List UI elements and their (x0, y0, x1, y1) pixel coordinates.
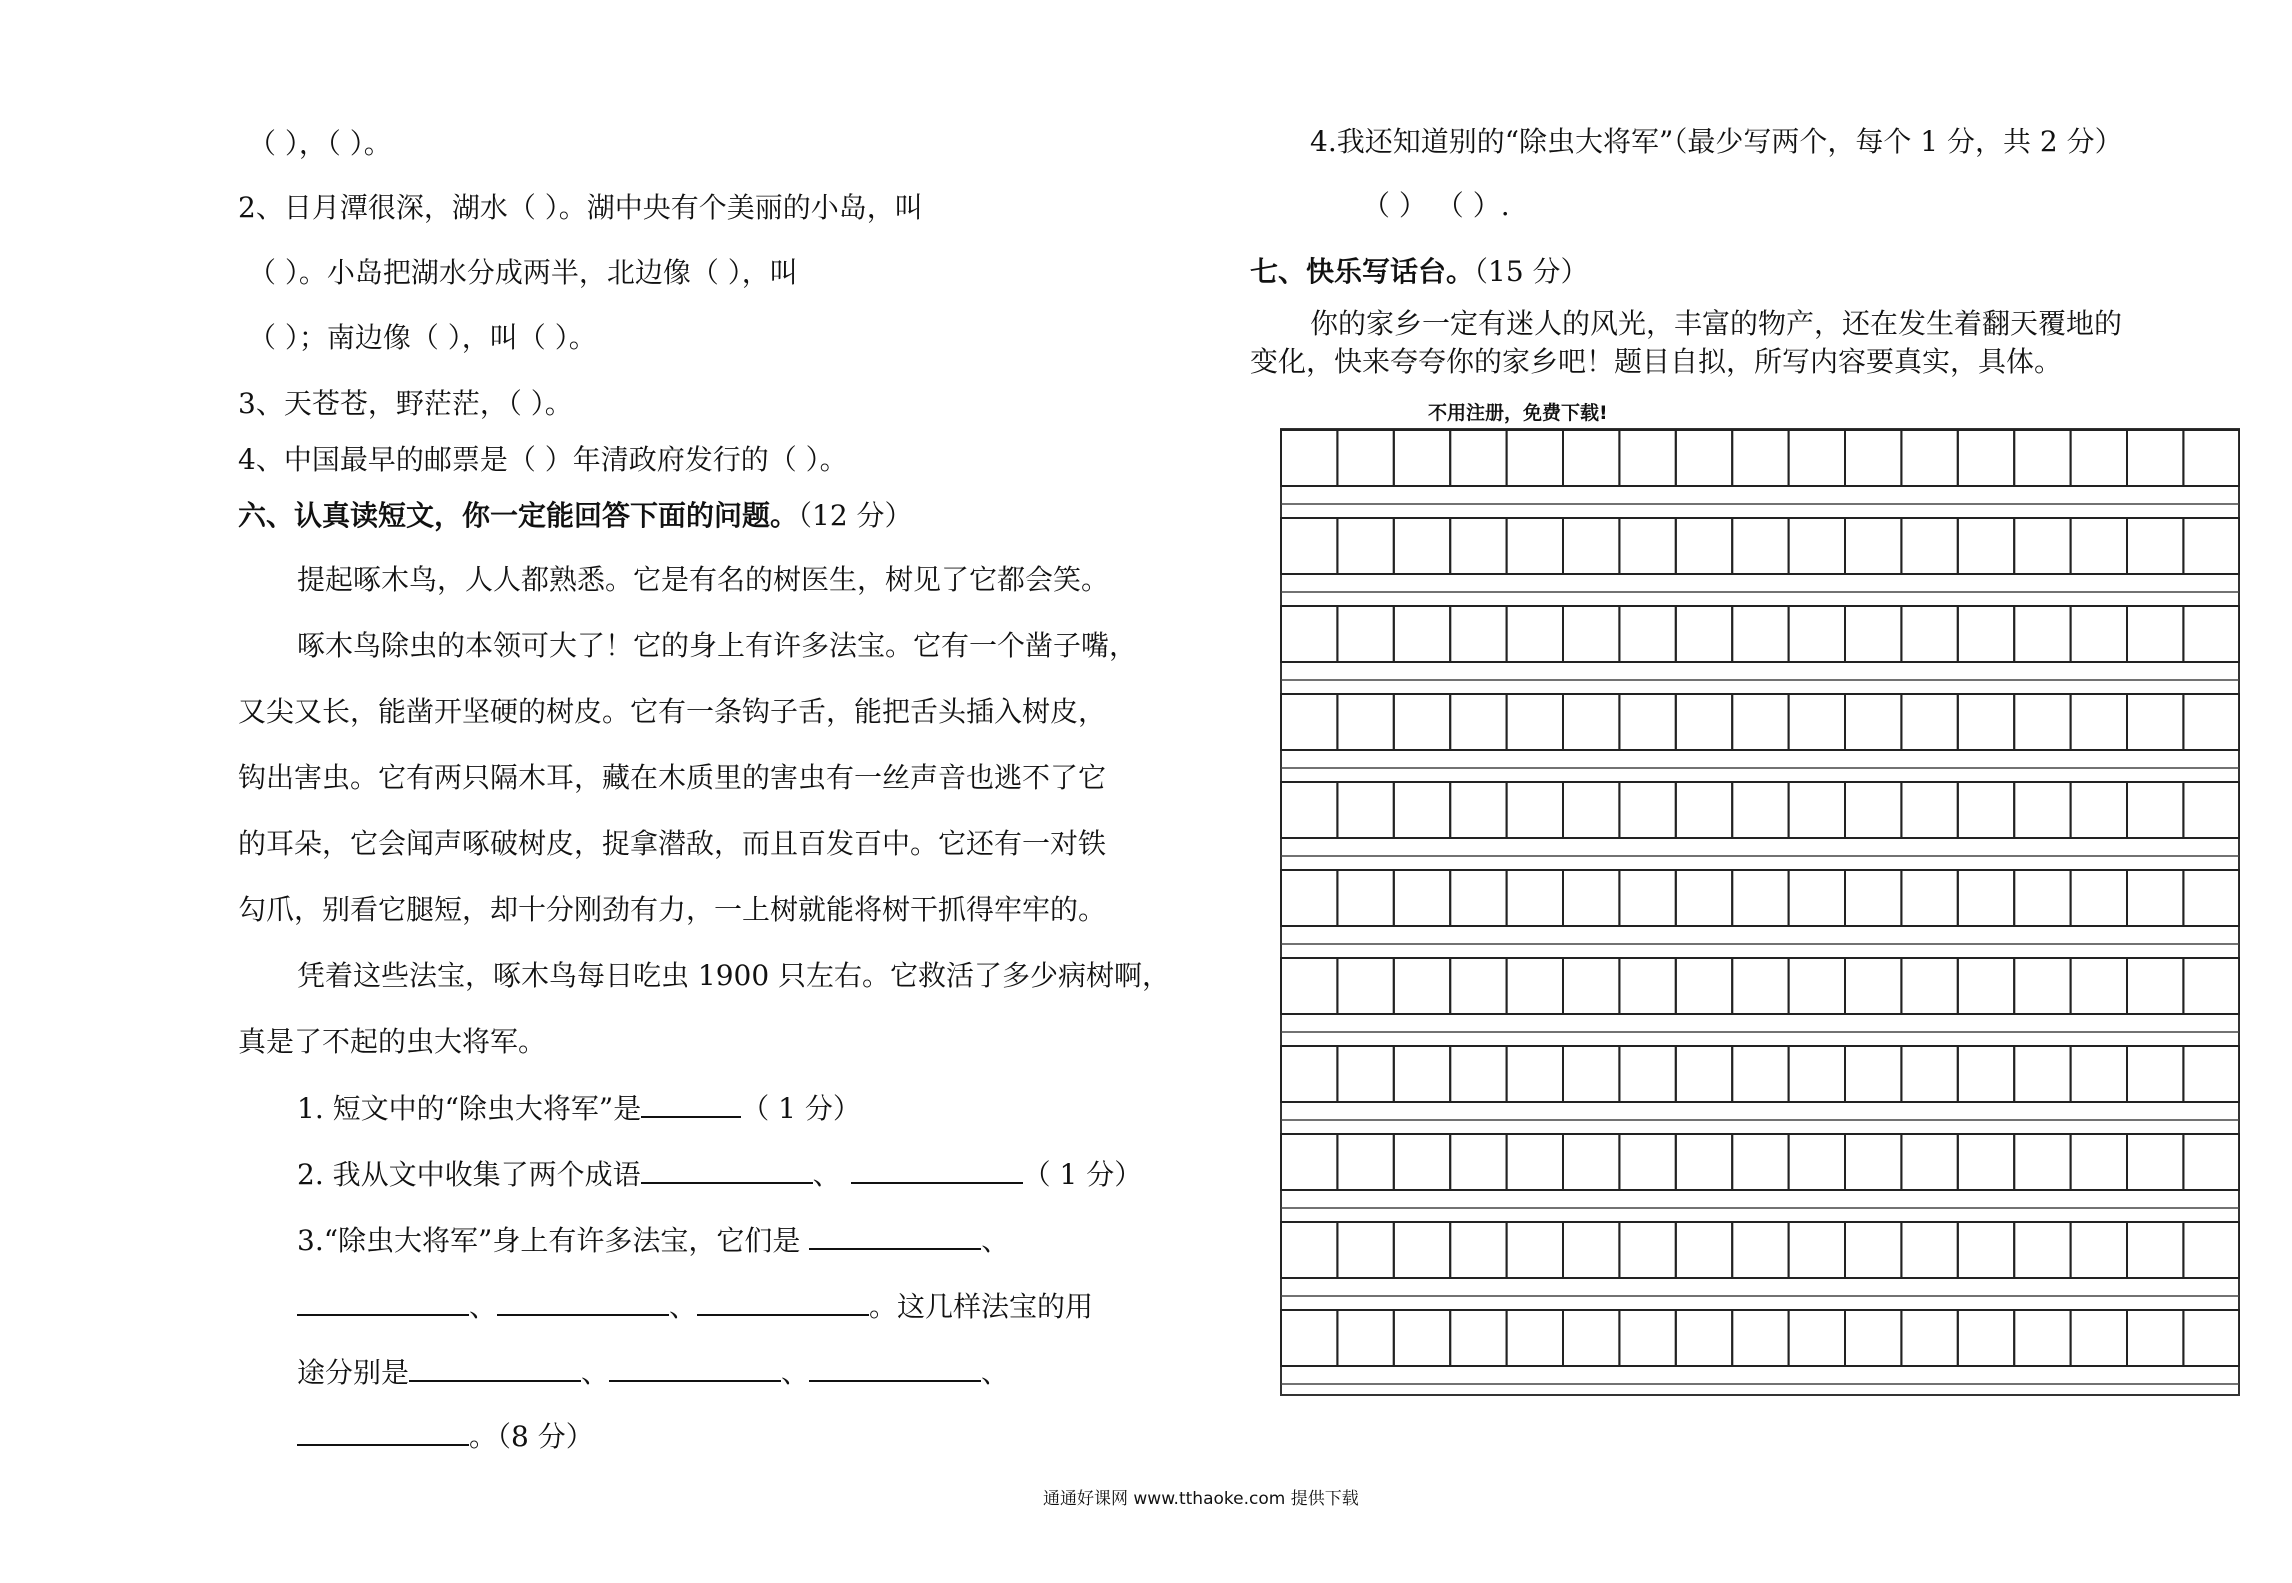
separator: 、 (781, 1356, 810, 1389)
grid-cell[interactable] (1732, 518, 1788, 574)
grid-cell[interactable] (1507, 1310, 1563, 1366)
grid-cell[interactable] (1676, 958, 1732, 1014)
grid-cell[interactable] (1732, 870, 1788, 926)
grid-cell[interactable] (1676, 1310, 1732, 1366)
grid-cell[interactable] (1619, 606, 1675, 662)
grid-cell[interactable] (1789, 1222, 1845, 1278)
grid-cell[interactable] (1450, 430, 1506, 486)
grid-cell[interactable] (1789, 958, 1845, 1014)
grid-cell[interactable] (2071, 694, 2127, 750)
grid-cell[interactable] (2183, 430, 2239, 486)
section-6-title (238, 498, 913, 534)
grid-cell[interactable] (1450, 870, 1506, 926)
grid-cell[interactable] (1901, 958, 1957, 1014)
subquestion-3-text: 3.“除虫大将军”身上有许多法宝，它们是 (297, 1224, 810, 1257)
grid-cell[interactable] (1676, 782, 1732, 838)
grid-cell[interactable] (1845, 782, 1901, 838)
grid-cell[interactable] (1507, 1222, 1563, 1278)
grid-cell[interactable] (1450, 518, 1506, 574)
grid-cell[interactable] (2127, 1134, 2183, 1190)
grid-cell[interactable] (1394, 1046, 1450, 1102)
grid-cell[interactable] (1450, 694, 1506, 750)
grid-row (1281, 958, 2240, 1032)
grid-cell[interactable] (1394, 958, 1450, 1014)
subquestion-2-points: （ 1 分） (1022, 1158, 1143, 1191)
grid-cell[interactable] (1845, 1046, 1901, 1102)
grid-cell[interactable] (1563, 518, 1619, 574)
grid-row (1281, 782, 2240, 856)
grid-cell[interactable] (2071, 1046, 2127, 1102)
q4-extra-blanks: （ ） （ ）. (1362, 189, 1510, 222)
separator: 、 (581, 1356, 610, 1389)
grid-cell[interactable] (2071, 870, 2127, 926)
grid-cell[interactable] (2071, 430, 2127, 486)
grid-cell[interactable] (2127, 870, 2183, 926)
grid-cell[interactable] (2014, 694, 2070, 750)
grid-cell[interactable] (1901, 606, 1957, 662)
section-6-points: （12 分） (798, 499, 913, 532)
subquestion-1-points: （ 1 分） (741, 1092, 861, 1125)
passage-line-4: 钩出害虫。它有两只隔木耳，藏在木质里的害虫有一丝声音也逃不了它 (238, 761, 1107, 794)
grid-cell[interactable] (2071, 782, 2127, 838)
grid-cell[interactable] (1789, 1310, 1845, 1366)
grid-cell[interactable] (2183, 870, 2239, 926)
answer-blank[interactable] (809, 1354, 981, 1382)
grid-cell[interactable] (1563, 1222, 1619, 1278)
grid-cell[interactable] (1394, 782, 1450, 838)
grid-cell[interactable] (1732, 958, 1788, 1014)
grid-cell[interactable] (2183, 694, 2239, 750)
section-7-points: （15 分） (1474, 255, 1589, 288)
grid-cell[interactable] (1337, 1222, 1393, 1278)
grid-cell[interactable] (1901, 870, 1957, 926)
grid-row (1281, 1222, 2240, 1296)
grid-row (1281, 694, 2240, 768)
grid-cell[interactable] (1676, 430, 1732, 486)
grid-cell[interactable] (1337, 518, 1393, 574)
grid-cell[interactable] (1507, 782, 1563, 838)
grid-cell[interactable] (2183, 1046, 2239, 1102)
grid-cell[interactable] (1507, 518, 1563, 574)
writing-prompt-line-1: 你的家乡一定有迷人的风光，丰富的物产，还在发生着翻天覆地的 (1310, 307, 2123, 340)
grid-cell[interactable] (2014, 958, 2070, 1014)
grid-cell[interactable] (1281, 518, 1337, 574)
grid-cell[interactable] (1450, 1310, 1506, 1366)
answer-blank[interactable] (641, 1156, 813, 1184)
grid-cell[interactable] (1901, 1134, 1957, 1190)
grid-cell[interactable] (1732, 1310, 1788, 1366)
passage-line-1: 提起啄木鸟，人人都熟悉。它是有名的树医生，树见了它都会笑。 (297, 563, 1110, 596)
subquestion-3-uses-text: 途分别是 (297, 1356, 410, 1389)
q2-line-3: （ ）；南边像（ ），叫（ ）。 (248, 321, 597, 354)
answer-blank[interactable] (851, 1156, 1023, 1184)
grid-cell[interactable] (2127, 1310, 2183, 1366)
grid-cell[interactable] (2071, 1222, 2127, 1278)
grid-cell[interactable] (1958, 518, 2014, 574)
grid-cell[interactable] (1676, 1222, 1732, 1278)
grid-cell[interactable] (1394, 1222, 1450, 1278)
grid-cell[interactable] (1507, 606, 1563, 662)
grid-cell[interactable] (1563, 1046, 1619, 1102)
grid-cell[interactable] (1845, 1310, 1901, 1366)
subquestion-3-points: 。（8 分） (469, 1420, 594, 1453)
grid-cell[interactable] (2183, 1134, 2239, 1190)
grid-cell[interactable] (1732, 430, 1788, 486)
subquestion-3-uses (297, 1354, 1009, 1391)
grid-cell[interactable] (1394, 1310, 1450, 1366)
grid-cell[interactable] (1563, 958, 1619, 1014)
grid-cell[interactable] (1676, 870, 1732, 926)
grid-cell[interactable] (1619, 1310, 1675, 1366)
writing-grid[interactable] (1280, 428, 2240, 1396)
grid-cell[interactable] (1507, 1134, 1563, 1190)
grid-cell[interactable] (1958, 870, 2014, 926)
grid-cell[interactable] (1450, 958, 1506, 1014)
grid-cell[interactable] (1450, 782, 1506, 838)
grid-cell[interactable] (2183, 1222, 2239, 1278)
subquestion-3-blanks (297, 1288, 1093, 1325)
grid-cell[interactable] (2014, 1134, 2070, 1190)
grid-cell[interactable] (1789, 870, 1845, 926)
grid-row (1281, 1046, 2240, 1120)
grid-cell[interactable] (1507, 958, 1563, 1014)
grid-cell[interactable] (1337, 958, 1393, 1014)
grid-cell[interactable] (1789, 694, 1845, 750)
grid-row (1281, 1310, 2240, 1384)
grid-cell[interactable] (1619, 1222, 1675, 1278)
grid-cell[interactable] (1337, 430, 1393, 486)
grid-cell[interactable] (2014, 430, 2070, 486)
subquestion-2-text: 2. 我从文中收集了两个成语 (297, 1158, 641, 1191)
grid-cell[interactable] (1845, 606, 1901, 662)
grid-row (1281, 430, 2240, 504)
grid-cell[interactable] (1958, 958, 2014, 1014)
grid-row (1281, 606, 2240, 680)
grid-cell[interactable] (1845, 518, 1901, 574)
section-7-title (1250, 254, 1589, 290)
passage-line-8: 真是了不起的虫大将军。 (238, 1025, 547, 1058)
grid-cell[interactable] (1394, 606, 1450, 662)
grid-cell[interactable] (1394, 518, 1450, 574)
separator: 、 (981, 1224, 1010, 1257)
q2-line-2: （ ）。小岛把湖水分成两半，北边像（ ），叫 (248, 256, 798, 289)
grid-cell[interactable] (1281, 430, 1337, 486)
grid-cell[interactable] (1845, 870, 1901, 926)
grid-cell[interactable] (1281, 1222, 1337, 1278)
passage-line-5: 的耳朵，它会闻声啄破树皮，捉拿潜敌，而且百发百中。它还有一对铁 (238, 827, 1107, 860)
grid-cell[interactable] (1789, 606, 1845, 662)
answer-blank[interactable] (497, 1288, 669, 1316)
grid-cell[interactable] (1563, 694, 1619, 750)
grid-cell[interactable] (2071, 958, 2127, 1014)
grid-cell[interactable] (1563, 782, 1619, 838)
grid-cell[interactable] (1901, 1310, 1957, 1366)
grid-cell[interactable] (1676, 694, 1732, 750)
grid-cell[interactable] (1789, 1046, 1845, 1102)
q3-line: 3、天苍苍，野茫茫，（ ）。 (238, 387, 573, 420)
grid-cell[interactable] (1507, 694, 1563, 750)
subquestion-2 (297, 1156, 1142, 1193)
grid-cell[interactable] (1337, 1134, 1393, 1190)
grid-cell[interactable] (1901, 1222, 1957, 1278)
download-notice: 不用注册，免费下载! (1428, 402, 1608, 424)
grid-cell[interactable] (2127, 518, 2183, 574)
grid-cell[interactable] (1732, 1222, 1788, 1278)
grid-cell[interactable] (2127, 1046, 2183, 1102)
grid-cell[interactable] (2127, 430, 2183, 486)
grid-cell[interactable] (1337, 782, 1393, 838)
grid-cell[interactable] (2071, 1310, 2127, 1366)
passage-line-3: 又尖又长，能凿开坚硬的树皮。它有一条钩子舌，能把舌头插入树皮， (238, 695, 1107, 728)
grid-cell[interactable] (1619, 694, 1675, 750)
grid-cell[interactable] (1958, 1222, 2014, 1278)
grid-cell[interactable] (1845, 958, 1901, 1014)
grid-cell[interactable] (1619, 1046, 1675, 1102)
grid-cell[interactable] (2071, 518, 2127, 574)
grid-cell[interactable] (1507, 1046, 1563, 1102)
q4-extra-question: 4.我还知道别的“除虫大将军”（最少写两个，每个 1 分，共 2 分） (1310, 125, 2123, 158)
grid-cell[interactable] (1337, 1046, 1393, 1102)
grid-cell[interactable] (1394, 694, 1450, 750)
grid-cell[interactable] (1619, 430, 1675, 486)
grid-cell[interactable] (1619, 518, 1675, 574)
grid-cell[interactable] (1563, 1134, 1619, 1190)
grid-cell[interactable] (1958, 1310, 2014, 1366)
separator: 、 (812, 1158, 841, 1191)
grid-cell[interactable] (1958, 782, 2014, 838)
grid-cell[interactable] (1676, 1134, 1732, 1190)
grid-cell[interactable] (1281, 870, 1337, 926)
grid-cell[interactable] (1281, 1134, 1337, 1190)
grid-cell[interactable] (2127, 958, 2183, 1014)
grid-cell[interactable] (1507, 430, 1563, 486)
grid-cell[interactable] (1958, 694, 2014, 750)
grid-cell[interactable] (1281, 1046, 1337, 1102)
grid-cell[interactable] (1845, 1134, 1901, 1190)
grid-cell[interactable] (2014, 782, 2070, 838)
grid-cell[interactable] (2014, 518, 2070, 574)
grid-cell[interactable] (1394, 870, 1450, 926)
grid-cell[interactable] (2127, 606, 2183, 662)
grid-cell[interactable] (2127, 694, 2183, 750)
grid-cell[interactable] (1281, 606, 1337, 662)
grid-cell[interactable] (2014, 1310, 2070, 1366)
grid-cell[interactable] (1732, 1046, 1788, 1102)
grid-cell[interactable] (1958, 430, 2014, 486)
grid-cell[interactable] (2071, 1134, 2127, 1190)
grid-cell[interactable] (2183, 606, 2239, 662)
grid-cell[interactable] (1901, 430, 1957, 486)
grid-cell[interactable] (1563, 430, 1619, 486)
footer-credit: 通通好课网 www.tthaoke.com 提供下载 (1043, 1489, 1359, 1509)
grid-cell[interactable] (1901, 694, 1957, 750)
grid-cell[interactable] (1676, 518, 1732, 574)
grid-cell[interactable] (2014, 870, 2070, 926)
grid-cell[interactable] (2127, 782, 2183, 838)
grid-cell[interactable] (1281, 782, 1337, 838)
grid-row (1281, 518, 2240, 592)
answer-blank[interactable] (641, 1090, 741, 1118)
grid-cell[interactable] (1789, 518, 1845, 574)
grid-row (1281, 870, 2240, 944)
grid-cell[interactable] (1450, 606, 1506, 662)
grid-row (1281, 1134, 2240, 1208)
grid-cell[interactable] (1845, 430, 1901, 486)
grid-cell[interactable] (1394, 1134, 1450, 1190)
answer-blank[interactable] (297, 1288, 469, 1316)
grid-cell[interactable] (1789, 430, 1845, 486)
section-6-title-text: 六、认真读短文，你一定能回答下面的问题。 (238, 499, 799, 532)
separator: 、 (981, 1356, 1010, 1389)
grid-cell[interactable] (1901, 782, 1957, 838)
grid-cell[interactable] (1281, 958, 1337, 1014)
subquestion-3-tail: 。这几样法宝的用 (869, 1290, 1094, 1323)
grid-cell[interactable] (1619, 870, 1675, 926)
grid-cell[interactable] (2183, 1310, 2239, 1366)
grid-cell[interactable] (2071, 606, 2127, 662)
grid-cell[interactable] (1450, 1134, 1506, 1190)
grid-cell[interactable] (1619, 782, 1675, 838)
passage-line-7: 凭着这些法宝，啄木鸟每日吃虫 1900 只左右。它救活了多少病树啊， (297, 959, 1171, 992)
grid-cell[interactable] (2183, 518, 2239, 574)
grid-cell[interactable] (1732, 694, 1788, 750)
grid-cell[interactable] (1676, 606, 1732, 662)
passage-line-2: 啄木鸟除虫的本领可大了！它的身上有许多法宝。它有一个凿子嘴， (297, 629, 1138, 662)
grid-cell[interactable] (1789, 782, 1845, 838)
grid-cell[interactable] (1394, 430, 1450, 486)
grid-cell[interactable] (1563, 870, 1619, 926)
subquestion-1 (297, 1090, 861, 1127)
grid-cell[interactable] (2014, 1222, 2070, 1278)
passage-line-6: 勾爪，别看它腿短，却十分刚劲有力，一上树就能将树干抓得牢牢的。 (238, 893, 1107, 926)
section-7-title-text: 七、快乐写话台。 (1250, 255, 1475, 288)
grid-cell[interactable] (1337, 870, 1393, 926)
grid-cell[interactable] (1450, 1046, 1506, 1102)
subquestion-3-last (297, 1418, 594, 1455)
separator: 、 (669, 1290, 698, 1323)
separator: 、 (469, 1290, 498, 1323)
grid-cell[interactable] (1958, 1134, 2014, 1190)
answer-blank[interactable] (409, 1354, 581, 1382)
answer-blank[interactable] (609, 1354, 781, 1382)
grid-cell[interactable] (2183, 958, 2239, 1014)
grid-cell[interactable] (2127, 1222, 2183, 1278)
grid-cell[interactable] (1337, 606, 1393, 662)
grid-cell[interactable] (2014, 606, 2070, 662)
answer-blank[interactable] (697, 1288, 869, 1316)
grid-cell[interactable] (1281, 1310, 1337, 1366)
subquestion-3 (297, 1222, 1009, 1259)
grid-cell[interactable] (1337, 1310, 1393, 1366)
writing-prompt-line-2: 变化，快来夸夸你的家乡吧！题目自拟，所写内容要真实，具体。 (1250, 345, 2063, 378)
grid-cell[interactable] (1281, 694, 1337, 750)
grid-cell[interactable] (2014, 1046, 2070, 1102)
grid-cell[interactable] (1507, 870, 1563, 926)
grid-cell[interactable] (1732, 782, 1788, 838)
grid-cell[interactable] (1619, 1134, 1675, 1190)
answer-blank[interactable] (297, 1418, 469, 1446)
grid-cell[interactable] (1732, 606, 1788, 662)
grid-cell[interactable] (1732, 1134, 1788, 1190)
grid-cell[interactable] (1845, 694, 1901, 750)
q4-line: 4、中国最早的邮票是（ ）年清政府发行的（ ）。 (238, 443, 848, 476)
grid-cell[interactable] (1619, 958, 1675, 1014)
grid-cell[interactable] (1901, 518, 1957, 574)
grid-cell[interactable] (1901, 1046, 1957, 1102)
grid-cell[interactable] (1563, 606, 1619, 662)
grid-cell[interactable] (1845, 1222, 1901, 1278)
grid-cell[interactable] (1958, 1046, 2014, 1102)
q2-line-1: 2、日月潭很深，湖水（ ）。湖中央有个美丽的小岛，叫 (238, 191, 923, 224)
grid-cell[interactable] (1563, 1310, 1619, 1366)
grid-cell[interactable] (1789, 1134, 1845, 1190)
q1-blanks-line: （ ），（ ）。 (248, 127, 392, 160)
grid-cell[interactable] (2183, 782, 2239, 838)
grid-cell[interactable] (1676, 1046, 1732, 1102)
answer-blank[interactable] (809, 1222, 981, 1250)
grid-cell[interactable] (1958, 606, 2014, 662)
grid-cell[interactable] (1337, 694, 1393, 750)
subquestion-1-text: 1. 短文中的“除虫大将军”是 (297, 1092, 642, 1125)
grid-cell[interactable] (1450, 1222, 1506, 1278)
